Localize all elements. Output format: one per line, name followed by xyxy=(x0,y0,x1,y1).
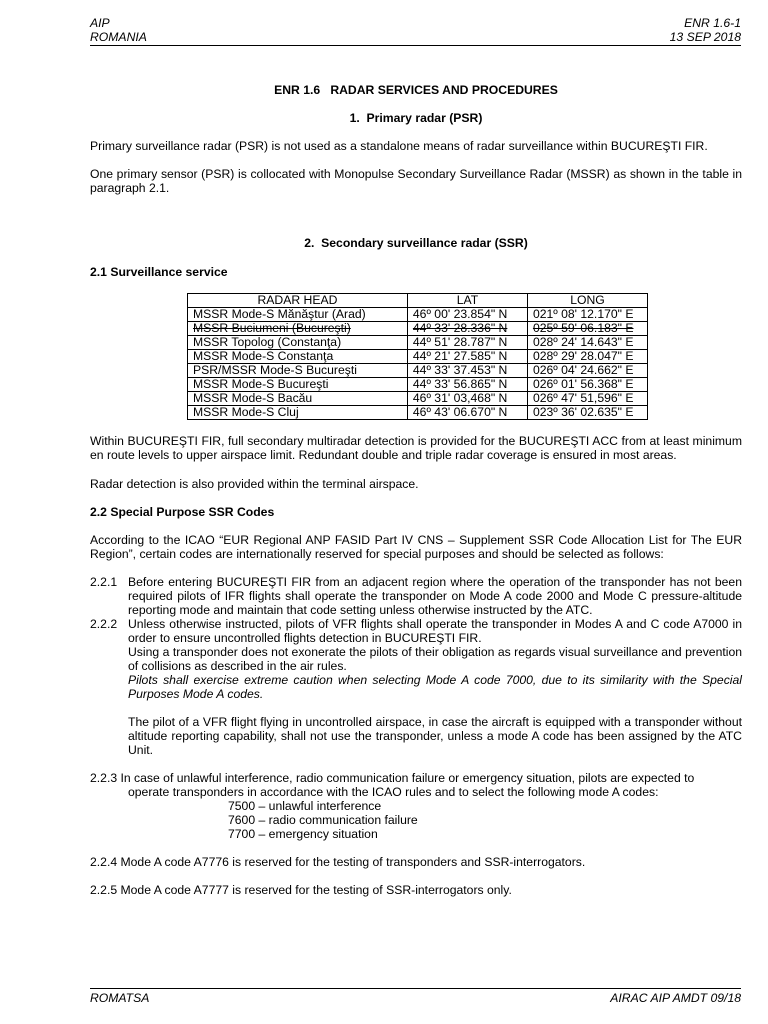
long-cell: 021º 08' 12.170" E xyxy=(527,308,647,322)
col-header-radar-head: RADAR HEAD xyxy=(188,294,408,308)
item-2-2-2-para2: Using a transponder does not exonerate the pilots of their obligation as regards visual surveillance and prevention of collisions as described in the air rules. xyxy=(128,645,742,673)
page-title: ENR 1.6 RADAR SERVICES AND PROCEDURES xyxy=(274,83,558,97)
table-row xyxy=(188,406,648,420)
radar-head-cell: MSSR Topolog (Constanţa) xyxy=(188,336,408,350)
table-row xyxy=(188,364,648,378)
long-cell: 026º 47' 51,596" E xyxy=(527,392,647,406)
footer-publisher: ROMATSA xyxy=(90,991,150,1005)
header-aip: AIP xyxy=(90,16,110,30)
terminal-detection-para: Radar detection is also provided within the terminal airspace. xyxy=(90,477,419,491)
item-2-2-2-text: Unless otherwise instructed, pilots of VFR flights shall operate the transponder in Modes A and C code A7000 in order to ensure uncontrolled flights detection in BUCUREŞTI FIR. xyxy=(128,617,742,645)
code-7600: 7600 – radio communication failure xyxy=(228,813,418,827)
radar-table xyxy=(187,293,648,420)
footer-amendment: AIRAC AIP AMDT 09/18 xyxy=(610,991,741,1005)
lat-cell: 44º 33' 56.865" N xyxy=(407,378,527,392)
long-cell: 028º 24' 14.643" E xyxy=(527,336,647,350)
radar-head-cell: MSSR Mode-S Cluj xyxy=(188,406,408,420)
lat-cell: 46º 31' 03,468" N xyxy=(407,392,527,406)
lat-cell: 44º 33' 37.453" N xyxy=(407,364,527,378)
item-2-2-2-number: 2.2.2 xyxy=(90,617,118,631)
radar-head-cell: MSSR Buciumeni (Bucureşti) xyxy=(188,322,408,336)
table-row xyxy=(188,336,648,350)
footer-rule xyxy=(90,988,741,989)
item-2-2-2-caution: Pilots shall exercise extreme caution when selecting Mode A code 7000, due to its similarity with the Special Purposes Mode A codes. xyxy=(128,673,742,701)
item-2-2-5: 2.2.5 Mode A code A7777 is reserved for the testing of SSR-interrogators only. xyxy=(90,883,512,897)
ssr-codes-intro: According to the ICAO “EUR Regional ANP FASID Part IV CNS – Supplement SSR Code Allocation List for The EUR Region”, certain codes are internationally reserved for special purposes and should be selected as follows: xyxy=(90,533,742,561)
item-2-2-2-para3: The pilot of a VFR flight flying in uncontrolled airspace, in case the aircraft is equipped with a transponder without altitude reporting capability, shall not use the transponder, unless a mode A code has been assigned by the ATC Unit. xyxy=(128,715,742,757)
section1-para1: Primary surveillance radar (PSR) is not used as a standalone means of radar surveillance within BUCUREŞTI FIR. xyxy=(90,139,708,153)
item-2-2-3-line1: 2.2.3 In case of unlawful interference, radio communication failure or emergency situation, pilots are expected to xyxy=(90,771,695,785)
radar-head-cell: MSSR Mode-S Bacău xyxy=(188,392,408,406)
item-2-2-4: 2.2.4 Mode A code A7776 is reserved for the testing of transponders and SSR-interrogators. xyxy=(90,855,586,869)
radar-head-cell: MSSR Mode-S Bucureşti xyxy=(188,378,408,392)
item-2-2-1-number: 2.2.1 xyxy=(90,575,118,589)
coverage-para: Within BUCUREŞTI FIR, full secondary multiradar detection is provided for the BUCUREŞTI ACC from at least minimum en route levels to upper airspace limit. Redundant double and triple radar coverage is ensured in most areas. xyxy=(90,434,742,462)
table-row xyxy=(188,308,648,322)
header-country: ROMANIA xyxy=(90,30,147,44)
table-header-row xyxy=(188,294,648,308)
col-header-lat: LAT xyxy=(407,294,527,308)
table-row-struck xyxy=(188,322,648,336)
section2-2-heading: 2.2 Special Purpose SSR Codes xyxy=(90,505,275,519)
table-row xyxy=(188,350,648,364)
code-7700: 7700 – emergency situation xyxy=(228,827,378,841)
lat-cell: 46º 43' 06.670" N xyxy=(407,406,527,420)
radar-head-cell: MSSR Mode-S Mănăştur (Arad) xyxy=(188,308,408,322)
table-row xyxy=(188,378,648,392)
long-cell: 026º 04' 24.662" E xyxy=(527,364,647,378)
col-header-long: LONG xyxy=(527,294,647,308)
section1-para2: One primary sensor (PSR) is collocated with Monopulse Secondary Surveillance Radar (MSSR) as shown in the table in paragraph 2.1. xyxy=(90,167,742,195)
section2-1-heading: 2.1 Surveillance service xyxy=(90,265,228,279)
item-2-2-1-text: Before entering BUCUREŞTI FIR from an adjacent region where the operation of the transponder has not been required pilots of IFR flights shall operate the transponder on Mode A code 2000 and Mode C pressure-altitude reporting mode and maintain that code setting unless otherwise instructed by the ATC. xyxy=(128,575,742,617)
long-cell: 028º 29' 28.047" E xyxy=(527,350,647,364)
section1-heading: 1. Primary radar (PSR) xyxy=(349,111,483,125)
header-date: 13 SEP 2018 xyxy=(669,30,741,44)
radar-head-cell: PSR/MSSR Mode-S Bucureşti xyxy=(188,364,408,378)
section2-heading: 2. Secondary surveillance radar (SSR) xyxy=(304,236,528,250)
header-rule xyxy=(90,45,741,46)
long-cell: 023º 36' 02.635" E xyxy=(527,406,647,420)
header-page-ref: ENR 1.6-1 xyxy=(684,16,741,30)
code-7500: 7500 – unlawful interference xyxy=(228,799,382,813)
lat-cell: 44º 21' 27.585" N xyxy=(407,350,527,364)
item-2-2-3-line2: operate transponders in accordance with the ICAO rules and to select the following mode A codes: xyxy=(128,785,659,799)
long-cell: 025º 59' 06.183" E xyxy=(527,322,647,336)
lat-cell: 46º 00' 23.854" N xyxy=(407,308,527,322)
long-cell: 026º 01' 56.368" E xyxy=(527,378,647,392)
table-row xyxy=(188,392,648,406)
lat-cell: 44º 51' 28.787" N xyxy=(407,336,527,350)
lat-cell: 44º 33' 28.336" N xyxy=(407,322,527,336)
radar-head-cell: MSSR Mode-S Constanţa xyxy=(188,350,408,364)
